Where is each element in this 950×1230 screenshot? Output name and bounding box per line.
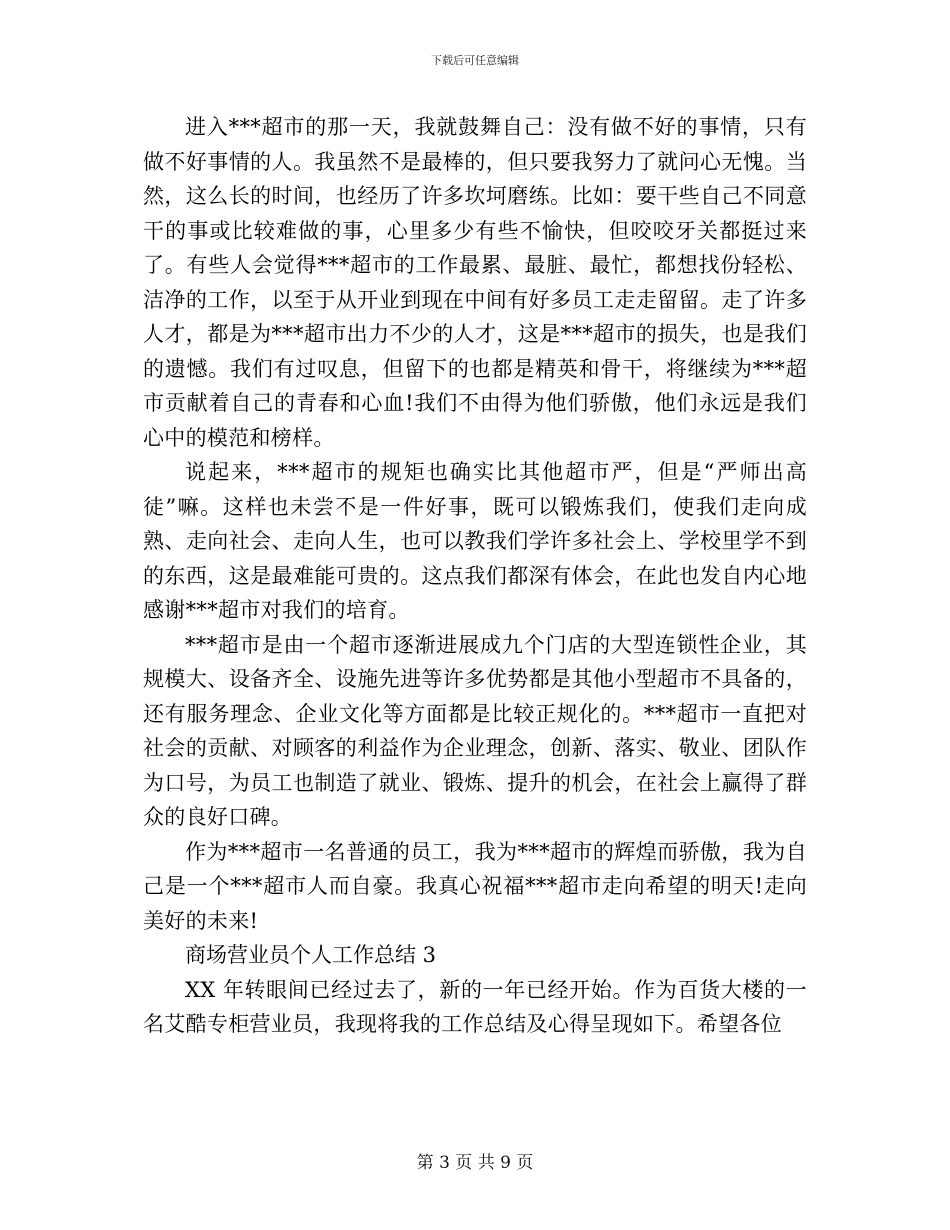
paragraph-2: 说起来，***超市的规矩也确实比其他超市严，但是“严师出高徒”嘛。这样也未尝不是一件好事，既可以锻炼我们，使我们走向成熟、走向社会、走向人生，也可以教我们学许多社会上、学校里学不到的东西，这是最难能可贵的。这点我们都深有体会，在此也发自内心地感谢***超市对我们的培育。 — [143, 460, 807, 622]
document-body — [143, 110, 807, 1042]
section-title: 商场营业员个人工作总结 3 — [185, 943, 437, 967]
paragraph-3: ***超市是由一个超市逐渐进展成九个门店的大型连锁性企业，其规模大、设备齐全、设施先进等许多优势都是其他小型超市不具备的，还有服务理念、企业文化等方面都是比较正规化的。***超市一直把对社会的贡献、对顾客的利益作为企业理念，创新、落实、敬业、团队作为口号，为员工也制造了就业、锻炼、提升的机会，在社会上赢得了群众的良好口碑。 — [143, 632, 807, 829]
paragraph-4: 作为***超市一名普通的员工，我为***超市的辉煌而骄傲，我为自己是一个***超市人而自豪。我真心祝福***超市走向希望的明天!走向美好的未来! — [143, 839, 807, 933]
page-number-footer: 第 3 页 共 9 页 — [416, 1153, 534, 1173]
paragraph-1: 进入***超市的那一天，我就鼓舞自己：没有做不好的事情，只有做不好事情的人。我虽然不是最棒的，但只要我努力了就问心无愧。当然，这么长的时间，也经历了许多坎坷磨练。比如：要干些自己不同意干的事或比较难做的事，心里多少有些不愉快，但咬咬牙关都挺过来了。有些人会觉得***超市的工作最累、最脏、最忙，都想找份轻松、洁净的工作，以至于从开业到现在中间有好多员工走走留留。走了许多人才，都是为***超市出力不少的人才，这是***超市的损失，也是我们的遗憾。我们有过叹息，但留下的也都是精英和骨干，将继续为***超市贡献着自己的青春和心血!我们不由得为他们骄傲，他们永远是我们心中的模范和榜样。 — [143, 115, 807, 450]
header-note: 下载后可任意编辑 — [431, 54, 519, 67]
paragraph-5: XX 年转眼间已经过去了，新的一年已经开始。作为百货大楼的一名艾酷专柜营业员，我现将我的工作总结及心得呈现如下。希望各位 — [143, 977, 807, 1036]
